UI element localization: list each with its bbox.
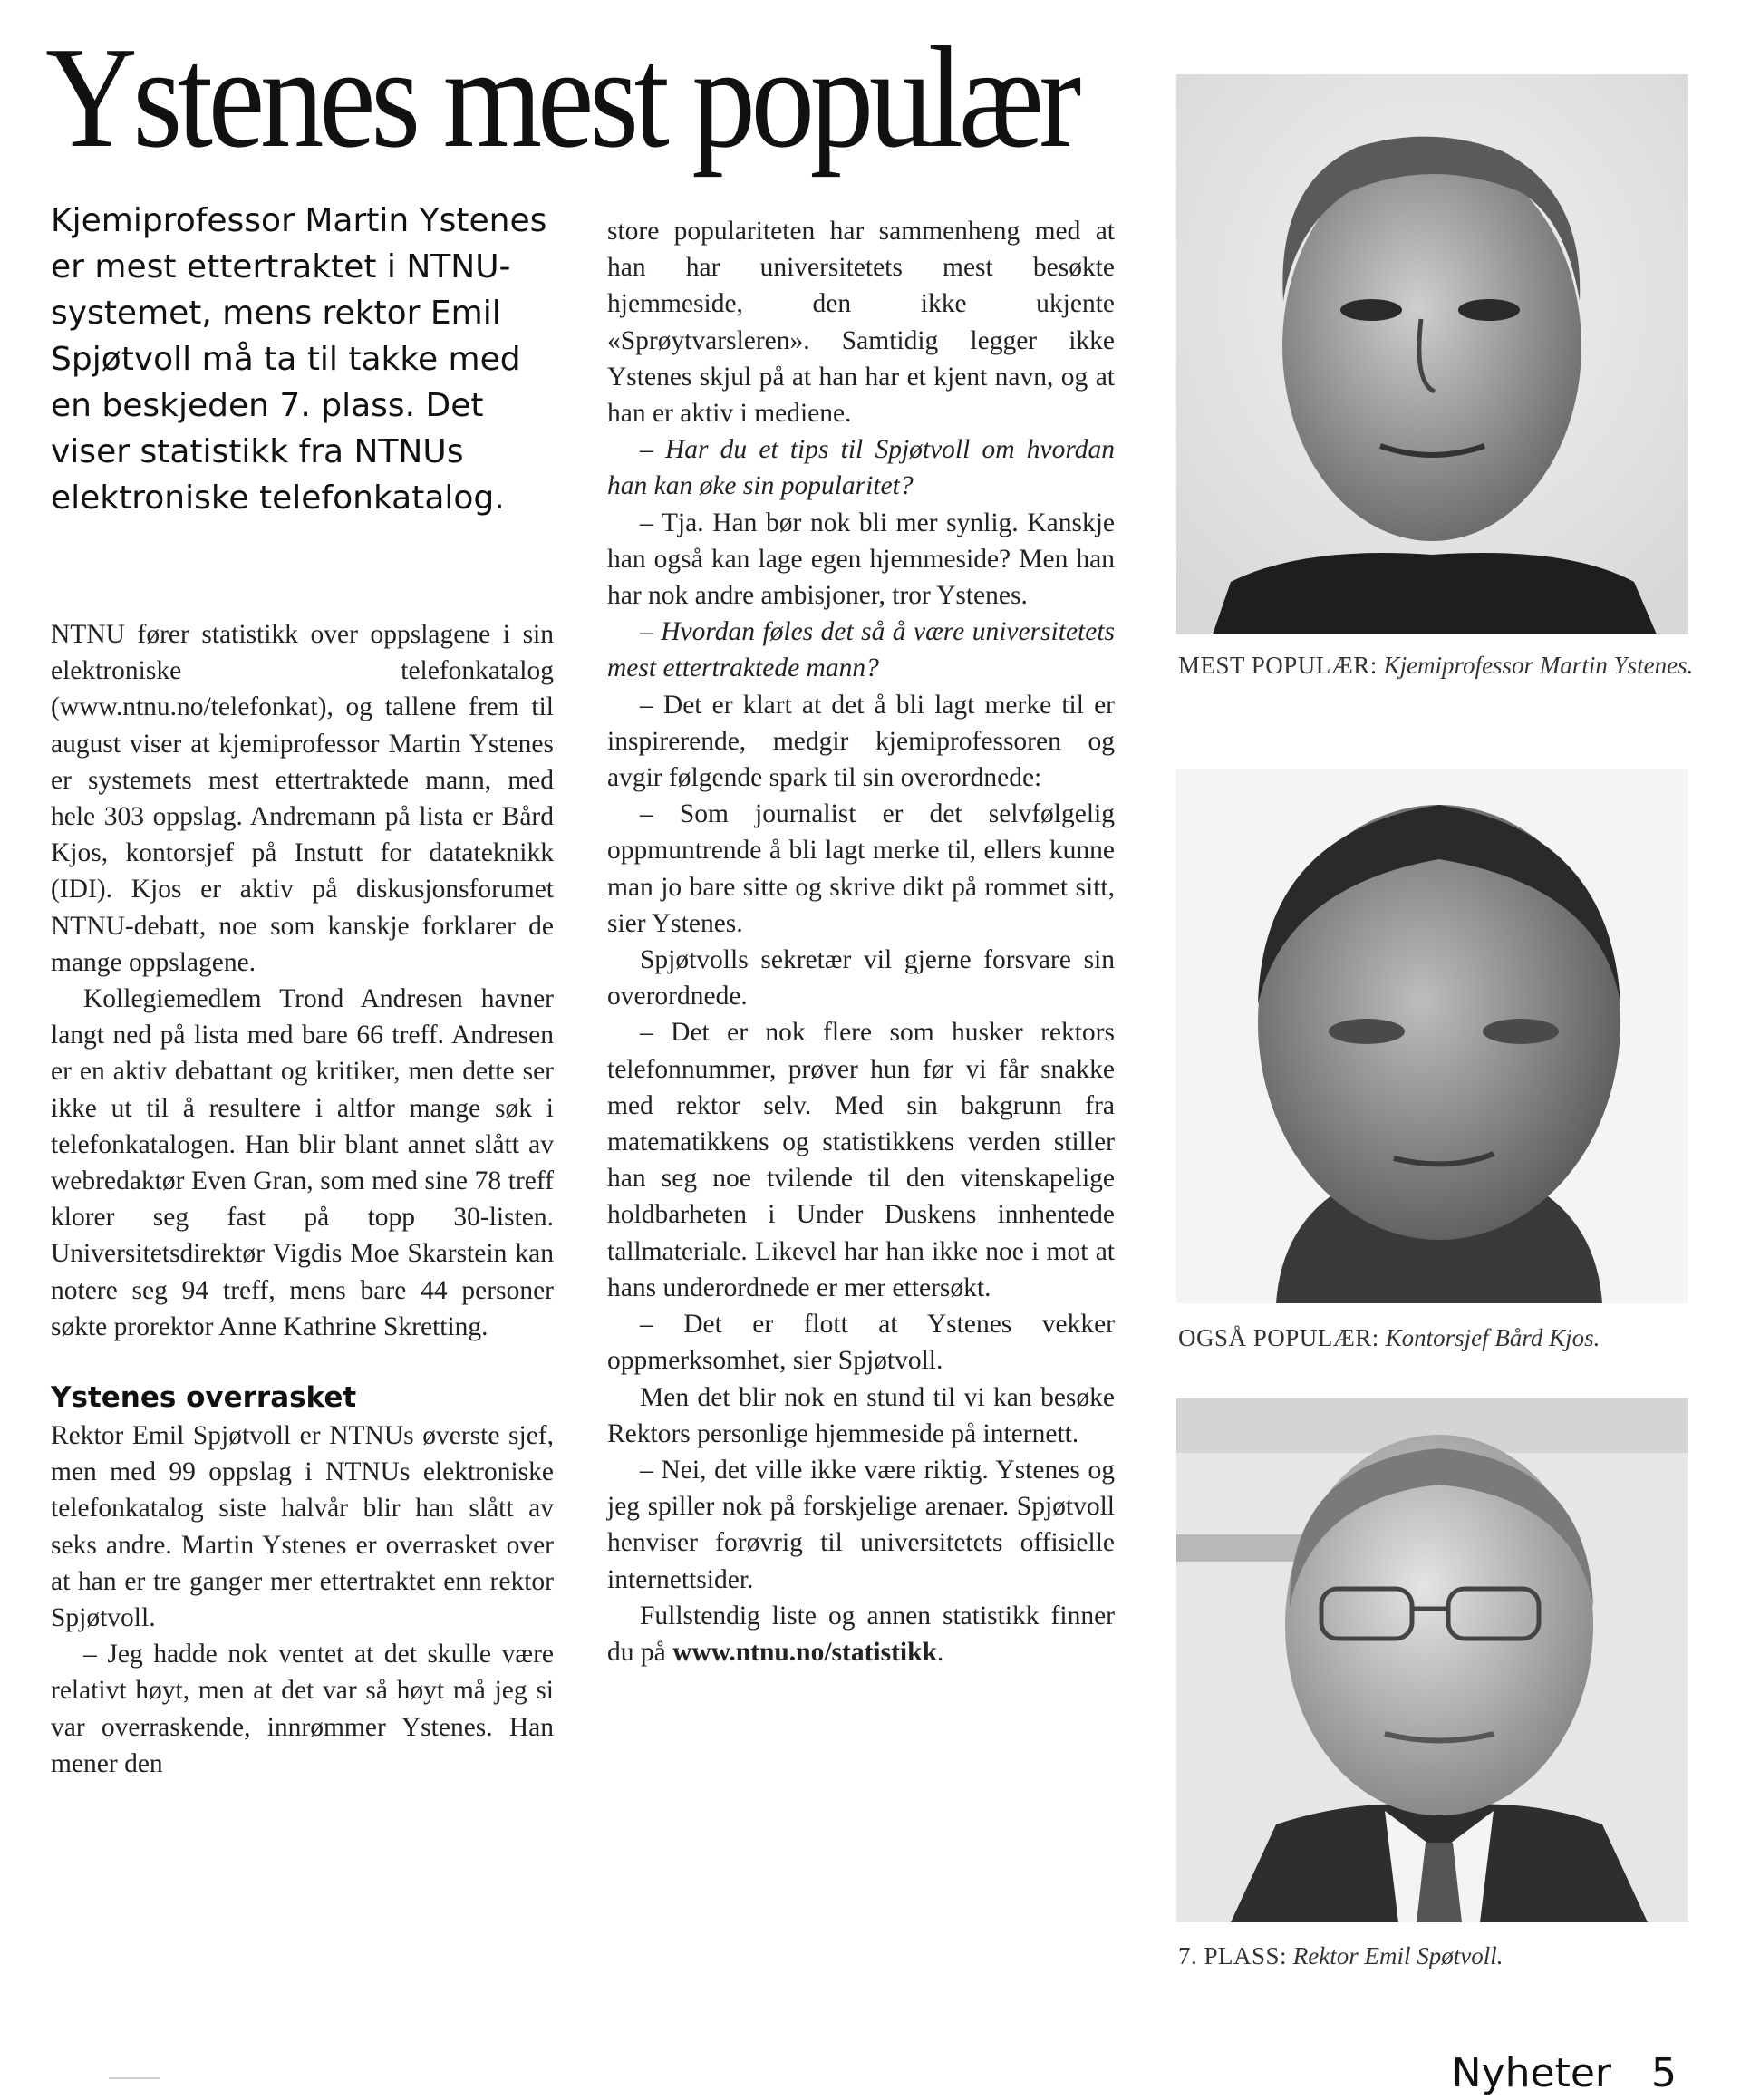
interview-question: – Hvordan føles det så å være universitetets mest ettertraktede mann? xyxy=(607,617,1115,683)
lead-paragraph: Kjemiprofessor Martin Ystenes er mest ettertraktet i NTNU-systemet, mens rektor Emil Spjøtvoll må ta til takke med en beskjeden 7. plass. Det viser statistikk fra NTNUs elektroniske telefonkatalog. xyxy=(51,202,547,517)
statistics-link[interactable]: www.ntnu.no/statistikk xyxy=(672,1637,937,1667)
portrait-kjos-image xyxy=(1176,769,1688,1303)
page-footer xyxy=(1452,2050,1677,2096)
body-paragraph: – Det er flott at Ystenes vekker oppmerksomhet, sier Spjøtvoll. xyxy=(607,1310,1115,1376)
portrait-spjotvoll-image xyxy=(1176,1398,1688,1922)
column-2 xyxy=(607,213,1115,1670)
body-paragraph: – Jeg hadde nok ventet at det skulle være relativt høyt, men at det var så høyt må jeg si var overraskende, innrømmer Ystenes. Han mener den xyxy=(51,1640,554,1778)
subheading: Ystenes overrasket xyxy=(51,1381,357,1415)
body-paragraph: Men det blir nok en stund til vi kan besøke Rektors personlige hjemmeside på internett. xyxy=(607,1382,1115,1448)
headline: Ystenes mest populær xyxy=(45,16,1078,178)
body-paragraph: – Det er klart at det å bli lagt merke til er inspirerende, medgir kjemiprofessoren og avgir følgende spark til sin overordnede: xyxy=(607,690,1115,793)
closing-period: . xyxy=(936,1637,944,1667)
body-paragraph: Spjøtvolls sekretær vil gjerne forsvare sin overordnede. xyxy=(607,945,1115,1011)
caption-label: OGSÅ POPULÆR: xyxy=(1178,1324,1379,1351)
caption-spjotvoll xyxy=(1178,1940,1722,1973)
body-paragraph: – Tja. Han bør nok bli mer synlig. Kanskje han også kan lage egen hjemmeside? Men han har nok andre ambisjoner, tror Ystenes. xyxy=(607,508,1115,611)
caption-label: 7. PLASS: xyxy=(1178,1942,1288,1969)
body-paragraph: Rektor Emil Spjøtvoll er NTNUs øverste sjef, men med 99 oppslag i NTNUs elektroniske telefonkatalog siste halvår blir han slått av seks andre. Martin Ystenes er overrasket over at han er tre ganger mer ettertraktet enn rektor Spjøtvoll. xyxy=(51,1421,554,1633)
caption-person: Kontorsjef Bård Kjos. xyxy=(1385,1324,1600,1351)
interview-question: – Har du et tips til Spjøtvoll om hvordan han kan øke sin popularitet? xyxy=(607,435,1115,501)
body-paragraph: NTNU fører statistikk over oppslagene i sin elektroniske telefonkatalog (www.ntnu.no/telefonkat), og tallene frem til august viser at kjemiprofessor Martin Ystenes er systemets mest ettertraktede mann, med hele 303 oppslag. Andremann på lista er Bård Kjos, kontorsjef på Instutt for datateknikk (IDI). Kjos er aktiv på diskusjonsforumet NTNU-debatt, noe som kanskje forklarer de mange oppslagene. xyxy=(51,620,554,977)
column-1 xyxy=(51,616,554,1782)
body-paragraph: store populariteten har sammenheng med at han har universitetets mest besøkte hjemmeside, den ikke ukjente «Sprøytvarsleren». Samtidig legger ikke Ystenes skjul på at han har et kjent navn, og at han er aktiv i mediene. xyxy=(607,217,1115,429)
section-name: Nyheter xyxy=(1451,2050,1611,2096)
portrait-photo-spjotvoll xyxy=(1176,1398,1688,1922)
portrait-photo-kjos xyxy=(1176,769,1688,1303)
body-paragraph: – Det er nok flere som husker rektors telefonnummer, prøver hun før vi får snakke med rektor selv. Med sin bakgrunn fra matematikkens og statistikkens verden stiller han seg noe tvilende til den vitenskapelige holdbarheten i Under Duskens innhentede tallmateriale. Likevel har han ikke noe i mot at hans underordnede er mer ettersøkt. xyxy=(607,1018,1115,1302)
caption-kjos xyxy=(1178,1321,1722,1355)
closing-text: Fullstendig liste og annen statistikk finner du på xyxy=(607,1601,1115,1667)
caption-label: MEST POPULÆR: xyxy=(1178,652,1378,679)
body-paragraph: Kollegiemedlem Trond Andresen havner langt ned på lista med bare 66 treff. Andresen er en aktiv debattant og kritiker, men dette ser ikke ut til å resultere i altfor mange søk i telefonkatalogen. Han blir blant annet slått av webredaktør Even Gran, som med sine 78 treff klorer seg fast på topp 30-listen. Universitetsdirektør Vigdis Moe Skarstein kan notere seg 94 treff, mens bare 44 personer søkte prorektor Anne Kathrine Skretting. xyxy=(51,984,554,1341)
caption-person: Rektor Emil Spøtvoll. xyxy=(1292,1942,1504,1969)
body-paragraph: – Nei, det ville ikke være riktig. Ystenes og jeg spiller nok på forskjelige arenaer. Spjøtvoll henviser forøvrig til universitetets offisielle internettsider. xyxy=(607,1455,1115,1594)
portrait-photo-ystenes xyxy=(1176,74,1688,634)
caption-ystenes xyxy=(1178,649,1722,682)
body-paragraph: – Som journalist er det selvfølgelig oppmuntrende å bli lagt merke til, ellers kunne man jo bare sitte og skrive dikt på rommet sitt, sier Ystenes. xyxy=(607,799,1115,938)
scan-mark xyxy=(109,2077,160,2079)
page-number: 5 xyxy=(1651,2050,1677,2096)
caption-person: Kjemiprofessor Martin Ystenes. xyxy=(1383,652,1694,679)
body-paragraph-end xyxy=(607,1598,1115,1670)
portrait-ystenes-image xyxy=(1176,74,1688,634)
